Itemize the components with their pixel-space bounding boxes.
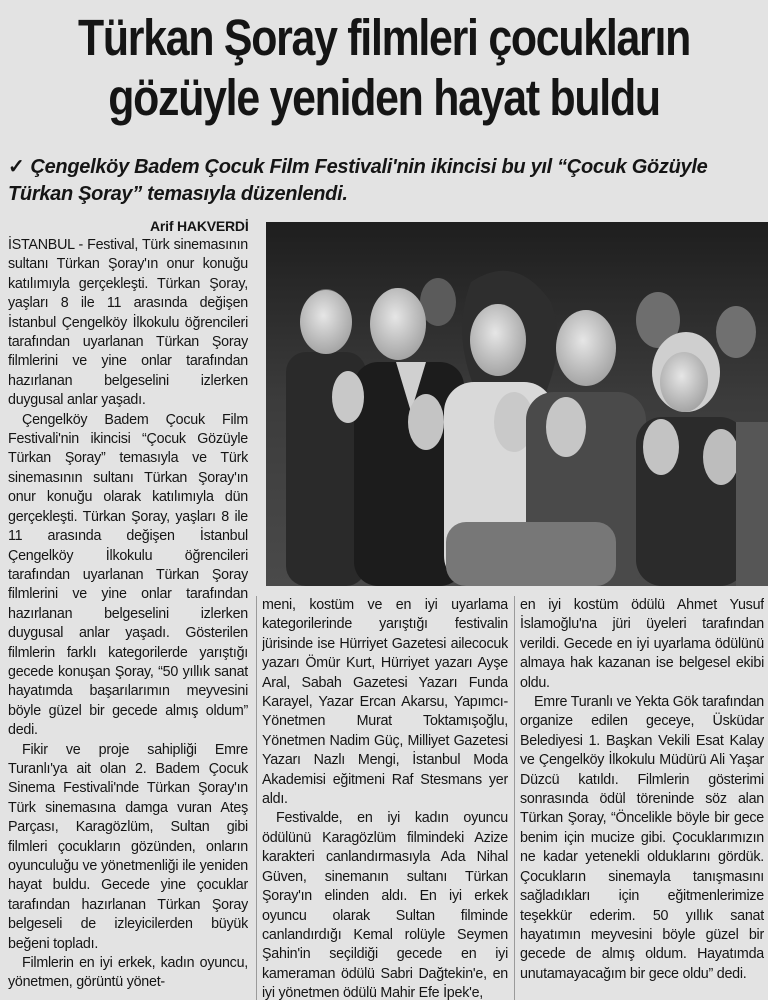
check-icon: ✓ <box>8 156 25 178</box>
article-column-1 <box>8 236 248 1000</box>
paragraph: Çengelköy Badem Çocuk Film Festivali'nin ikincisi “Çocuk Gözüyle Türkan Şoray” temasıyla ve Türk sinemasının sultanı Türkan Şoray'ın onur konuğu olarak katılımıyla dün gerçekleşti. Türkan Şoray, yaşları 8 ile 11 arasında değişen İstanbul Çengelköy İlkokulu öğrencileri tarafından uyarlanan Türkan Şoray filmlerini ve yine onlar tarafından hazırlanan belgeselini izlerken duygusal anlar yaşadı. Gösterilen filmlerin farklı kategorilerde yarıştığı gecede konuşan Şoray, “50 yıllık sanat hayatımda başarılarımın meyvesini böyle güzel bir gecede almış oldum” dedi. <box>8 411 248 739</box>
article-column-3 <box>520 596 764 1000</box>
headline <box>61 8 706 128</box>
deck-text: Çengelköy Badem Çocuk Film Festivali'nin ikincisi bu yıl “Çocuk Gözüyle Türkan Şoray” temasıyla düzenlendi. <box>8 156 708 205</box>
headline-line-2: gözüyle yeniden hayat buldu <box>108 69 660 126</box>
paragraph: Filmlerin en iyi erkek, kadın oyuncu, yönetmen, görüntü yönet- <box>8 955 248 991</box>
paragraph: Fikir ve proje sahipliği Emre Turanlı'ya ait olan 2. Badem Çocuk Sinema Festivali'nde Türkan Şoray'ın Türk sinemasına damga vuran Ateş Parçası, Karagözlüm, Sultan gibi filmleri çocukların gözünden, onların oyunculuğu ve yönetmenliği ile yeniden hayat buldu. Gecede yine çocuklar tarafından hazırlanan Türkan Şoray belgeseli de izleyicilerden büyük beğeni topladı. <box>8 741 248 952</box>
deck-subheading <box>8 154 768 208</box>
byline: Arif HAKVERDİ <box>150 218 249 234</box>
paragraph: İSTANBUL - Festival, Türk sinemasının sultanı Türkan Şoray'ın onur konuğu katılımıyla gerçekleşti. Türkan Şoray, yaşları 8 ile 11 arasında değişen İstanbul Çengelköy İlkokulu öğrencileri tarafından uyarlanan Türkan Şoray filmlerini ve yine onlar tarafından hazırlanan belgeselini izlerken duygusal anlar yaşadı. <box>8 237 248 409</box>
paragraph: en iyi kostüm ödülü Ahmet Yusuf İslamoğlu'na jüri üyeleri tarafından verildi. Gecede en iyi uyarlama ödülünü almaya hak kazanan ise belgesel ekibi oldu. <box>520 597 764 691</box>
audience-photo <box>266 222 768 586</box>
column-divider <box>514 596 515 1000</box>
headline-line-1: Türkan Şoray filmleri çocukların <box>77 9 691 66</box>
column-divider <box>256 596 257 1000</box>
paragraph: Emre Turanlı ve Yekta Gök tarafından organize edilen geceye, Üsküdar Belediyesi 1. Başkan Vekili Esat Kalay ve Çengelköy İlkokulu Müdürü Ali Yaşar Düzcü katıldı. Filmlerin gösterimi sonrasında ödül töreninde söz alan Türkan Şoray, “Öncelikle böyle bir gece benim için mucize gibi. Çocuklarımızın ne kadar yetenekli olduklarını gördük. Çocukların sinemayla tanışmasını sağladıkları için eğitmenlerimize teşekkür ederim. 50 yıllık sanat hayatımın meyvesini böyle güzel bir gecede de almış oldum. Hayatımda unutamayacağım bir gece oldu” dedi. <box>520 694 764 982</box>
paragraph: Festivalde, en iyi kadın oyuncu ödülünü Karagözlüm filmindeki Azize karakteri canlandırmasıyla Ada Nihal Güven, sinemanın sultanı Türkan Şoray'ın elinden aldı. En iyi erkek oyuncu olarak Sultan filminde canlandırdığı Kemal rolüyle Seymen Şahin'in seçildiği gecede en iyi kameraman ödülü Sabri Dağtekin'e, en iyi yönetmen ödülü Mahir Efe İpek'e, <box>262 810 508 1000</box>
article-column-2 <box>262 596 508 1000</box>
paragraph: meni, kostüm ve en iyi uyarlama kategorilerinde yarıştığı festivalin jürisinde ise Hürriyet Gazetesi ailecocuk yazarı Ömür Kurt, Hürriyet yazarı Ayşe Aral, Sabah Gazetesi Yazarı Funda Karayel, Yazar Ercan Akarsu, Yapımcı-Yönetmen Murat Toktamışoğlu, Yönetmen Nadim Güç, Milliyet Gazetesi Yazarı Nazlı Mengi, İstanbul Moda Akademisi eğitmeni Raf Stesmans yer aldı. <box>262 597 508 808</box>
